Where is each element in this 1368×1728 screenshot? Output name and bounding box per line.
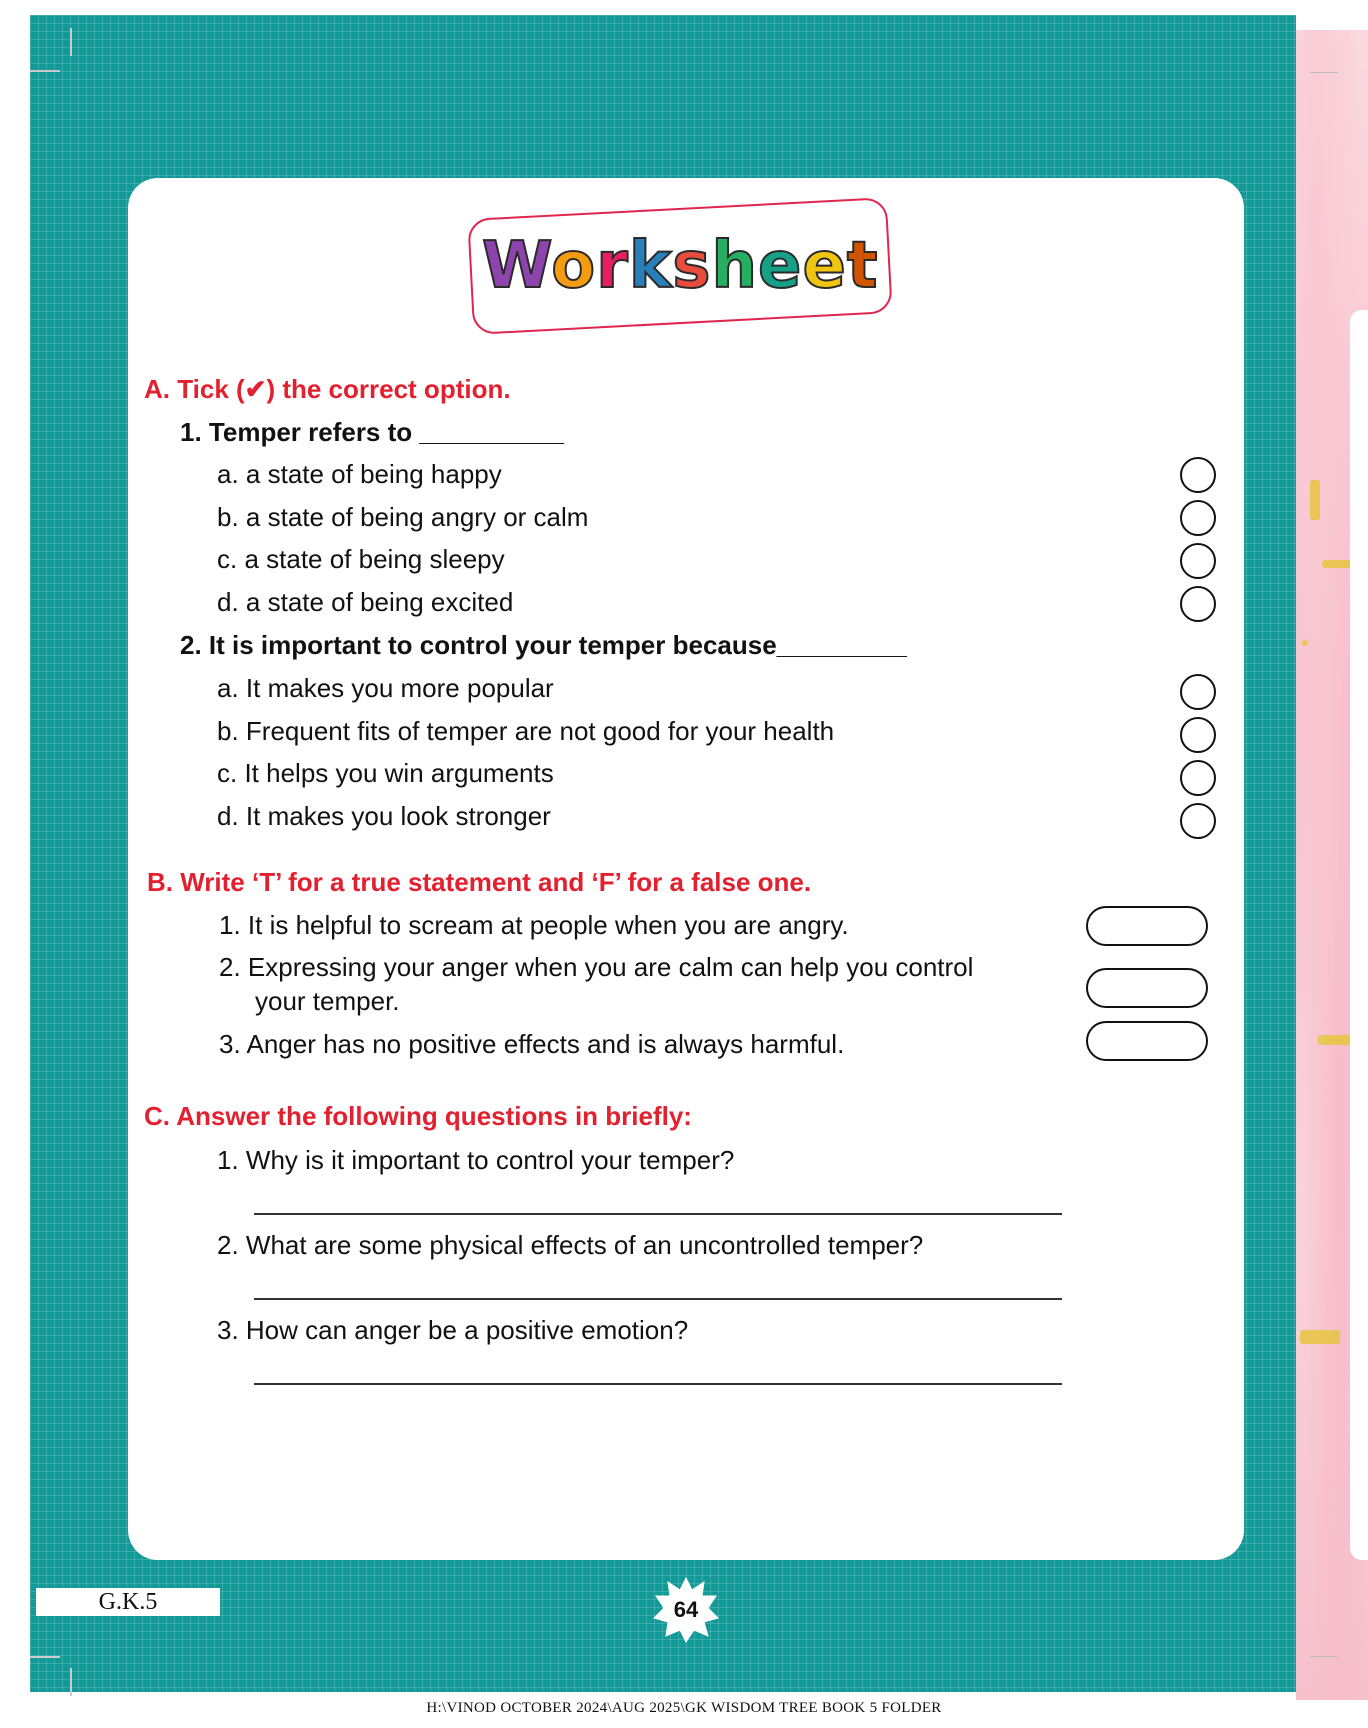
- crop-line: [1310, 1656, 1338, 1657]
- title-letter: r: [596, 229, 629, 303]
- tick-circle-a2-a[interactable]: [1180, 674, 1216, 710]
- statement-b2: 2. Expressing your anger when you are calm can help you control: [219, 952, 974, 982]
- crop-mark: [30, 70, 60, 72]
- option-a2-c: c. It helps you win arguments: [217, 758, 554, 788]
- option-a2-b: b. Frequent fits of temper are not good for your health: [217, 716, 835, 746]
- crop-mark: [70, 1668, 72, 1696]
- tick-circle-a1-d[interactable]: [1180, 586, 1216, 622]
- question-a2: 2. It is important to control your temper because_________: [180, 630, 907, 660]
- gold-fleck: [1322, 560, 1352, 568]
- title-letter: o: [551, 229, 597, 303]
- title-letter: e: [802, 229, 847, 303]
- tick-circle-a1-a[interactable]: [1180, 457, 1216, 493]
- tick-circle-a2-c[interactable]: [1180, 760, 1216, 796]
- answer-line-c2[interactable]: [254, 1298, 1062, 1300]
- title-letter: e: [757, 229, 803, 303]
- answer-line-c1[interactable]: [254, 1213, 1062, 1215]
- crop-mark: [30, 1656, 60, 1658]
- option-a1-d: d. a state of being excited: [217, 587, 514, 617]
- question-c1: 1. Why is it important to control your temper?: [217, 1145, 735, 1175]
- statement-b3: 3. Anger has no positive effects and is always harmful.: [219, 1029, 845, 1059]
- option-a1-a: a. a state of being happy: [217, 459, 502, 489]
- true-false-box-b1[interactable]: [1086, 906, 1208, 946]
- true-false-box-b2[interactable]: [1086, 968, 1208, 1008]
- tick-circle-a2-d[interactable]: [1180, 803, 1216, 839]
- tick-circle-a2-b[interactable]: [1180, 717, 1216, 753]
- worksheet-title-badge: [467, 197, 892, 335]
- statement-b2-continued: your temper.: [255, 986, 400, 1016]
- section-b-heading: B. Write ‘T’ for a true statement and ‘F’ for a false one.: [147, 867, 812, 897]
- crop-mark: [70, 28, 72, 56]
- tick-circle-a1-c[interactable]: [1180, 543, 1216, 579]
- gold-fleck: [1318, 1035, 1352, 1045]
- question-c3: 3. How can anger be a positive emotion?: [217, 1315, 689, 1345]
- subject-label: G.K.5: [36, 1588, 220, 1616]
- title-letter: t: [846, 229, 879, 303]
- crop-line: [1310, 72, 1338, 73]
- question-a1: 1. Temper refers to __________: [180, 417, 564, 447]
- option-a1-b: b. a state of being angry or calm: [217, 502, 589, 532]
- gold-fleck: [1300, 1330, 1340, 1344]
- page-number: 64: [673, 1597, 699, 1622]
- worksheet-title: [482, 229, 878, 303]
- title-letter: s: [672, 229, 712, 303]
- gold-fleck: [1310, 480, 1320, 520]
- option-a2-d: d. It makes you look stronger: [217, 801, 551, 831]
- title-letter: h: [711, 229, 758, 303]
- section-c-heading: C. Answer the following questions in briefly:: [144, 1101, 692, 1131]
- option-a1-c: c. a state of being sleepy: [217, 544, 505, 574]
- answer-line-c3[interactable]: [254, 1383, 1062, 1385]
- title-letter: k: [628, 229, 673, 303]
- option-a2-a: a. It makes you more popular: [217, 673, 554, 703]
- tick-circle-a1-b[interactable]: [1180, 500, 1216, 536]
- title-letter: W: [481, 229, 552, 303]
- section-a-heading: A. Tick (✔) the correct option.: [144, 374, 511, 404]
- marble-side-panel: [1350, 310, 1368, 1560]
- footer-file-path: H:\VINOD OCTOBER 2024\AUG 2025\GK WISDOM TREE BOOK 5 FOLDER: [426, 1700, 942, 1716]
- gold-fleck: [1302, 640, 1308, 646]
- true-false-box-b3[interactable]: [1086, 1021, 1208, 1061]
- statement-b1: 1. It is helpful to scream at people when you are angry.: [219, 910, 849, 940]
- question-c2: 2. What are some physical effects of an uncontrolled temper?: [217, 1230, 924, 1260]
